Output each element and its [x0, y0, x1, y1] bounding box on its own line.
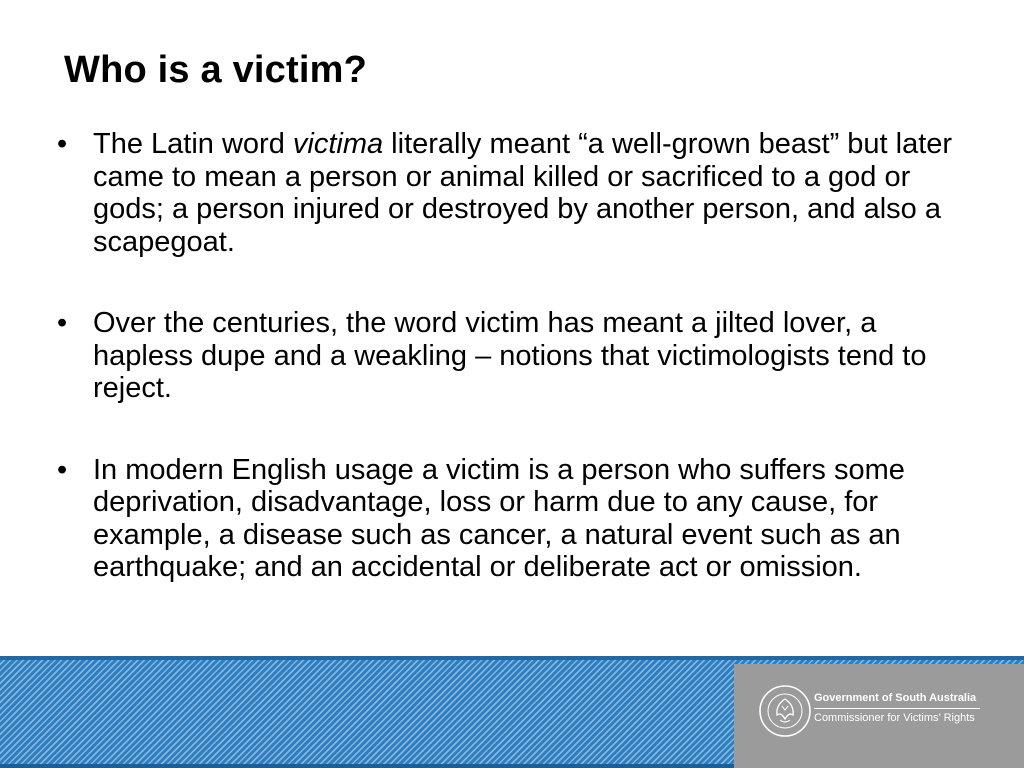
bullet-list [57, 128, 957, 584]
bullet-emphasis: victima [292, 128, 384, 160]
south-australia-seal-icon [758, 684, 812, 738]
footer-top-rule [0, 656, 1024, 660]
footer-band [0, 656, 1024, 768]
bullet-text: The Latin word [93, 128, 293, 160]
government-name: Government of South Australia [814, 692, 977, 704]
footer-divider [814, 708, 980, 709]
slide-title: Who is a victim? [64, 49, 368, 91]
bullet-item [57, 307, 957, 405]
bullet-text: In modern English usage a victim is a person who suffers some deprivation, disadvantage, loss or harm due to any cause, for example, a disease such as cancer, a natural event such as an earthquake; and an accidental or deliberate act or omission. [93, 453, 905, 583]
bullet-item [57, 128, 957, 258]
bullet-marker: • [57, 307, 68, 339]
bullet-item [57, 454, 957, 584]
bullet-marker: • [57, 128, 68, 160]
government-branding-panel [734, 664, 1024, 768]
bullet-text: Over the centuries, the word victim has meant a jilted lover, a hapless dupe and a weakling – notions that victimologists tend to reject. [93, 307, 927, 404]
bullet-text: literally meant “a well-grown beast” but later came to mean a person or animal killed or sacrificed to a god or gods; a person injured or destroyed by another person, and also a scapegoat. [93, 128, 953, 258]
bullet-marker: • [57, 453, 68, 486]
department-name: Commissioner for Victims’ Rights [814, 712, 975, 724]
